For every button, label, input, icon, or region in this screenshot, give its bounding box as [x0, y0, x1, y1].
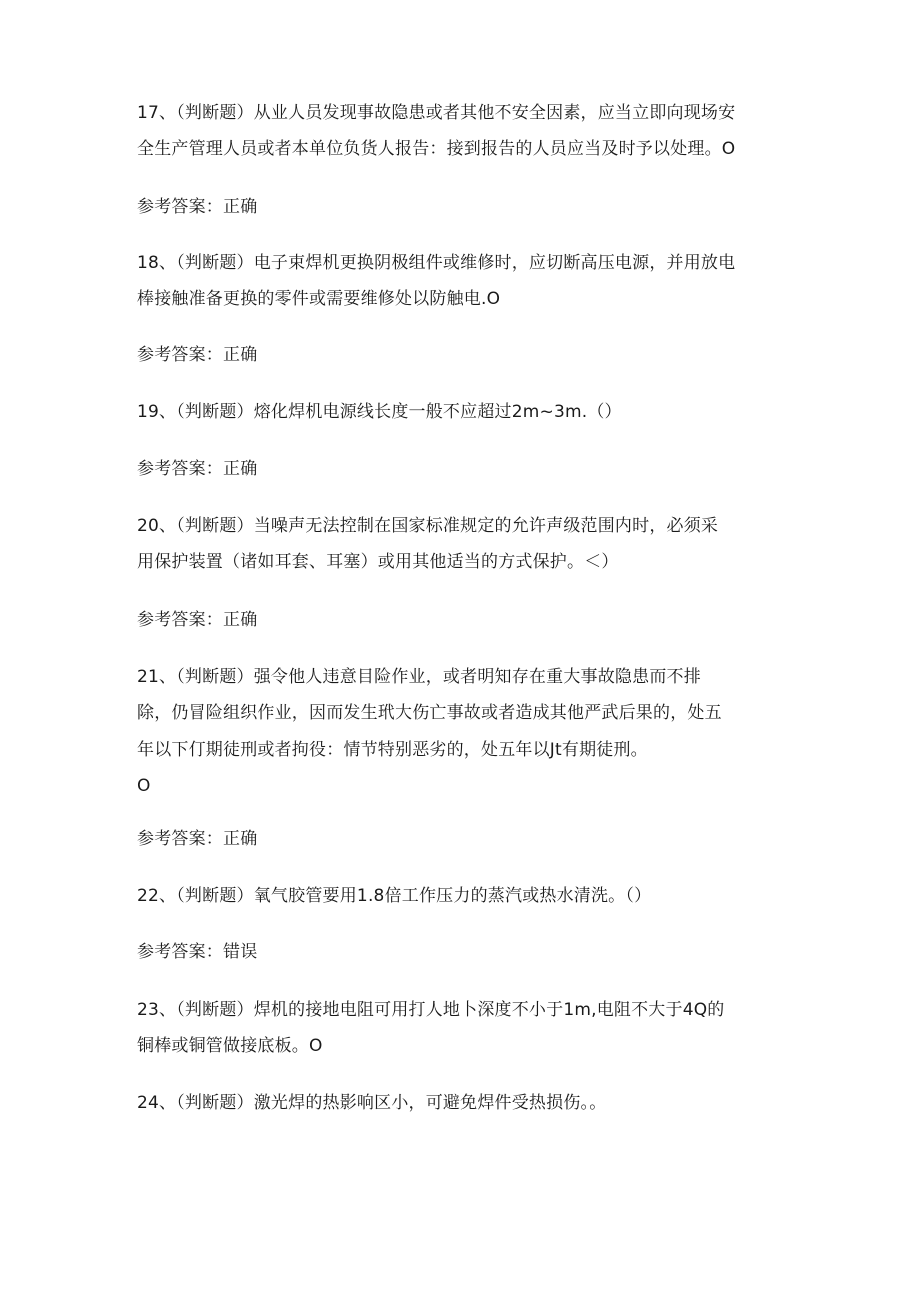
answer-20: 参考答案：正确 — [137, 610, 258, 630]
answer-18: 参考答案：正确 — [137, 345, 258, 365]
question-21-line-1: 21、（判断题）强令他人违意目险作业，或者明知存在重大事故隐患而不排 — [137, 667, 701, 687]
question-21-line-4: O — [137, 776, 151, 796]
question-18-line-1: 18、（判断题）电子束焊机更换阴极组件或维修时，应切断高压电源，并用放电 — [137, 253, 736, 273]
question-23-line-1: 23、（判断题）焊机的接地电阻可用打人地卜深度不小于1m,电阻不大于4Q的 — [137, 1000, 725, 1020]
question-21-line-3: 年以下仃期徒刑或者拘役：情节特别恶劣的，处五年以Jt有期徒刑。 — [137, 740, 648, 760]
question-22-line-1: 22、（判断题）氧气胶管要用1.8倍工作压力的蒸汽或热水清洗。（） — [137, 886, 652, 906]
question-19-line-1: 19、（判断题）熔化焊机电源线长度一般不应超过2m~3m.（） — [137, 402, 622, 422]
answer-19: 参考答案：正确 — [137, 459, 258, 479]
question-23-line-2: 铜棒或铜管做接底板。O — [137, 1036, 323, 1056]
question-21-line-2: 除，仍冒险组织作业，因而发生玳大伤亡事故或者造成其他严武后果的，处五 — [137, 703, 722, 723]
answer-17: 参考答案：正确 — [137, 197, 258, 217]
question-24-line-1: 24、（判断题）激光焊的热影响区小，可避免焊件受热损伤。。 — [137, 1093, 607, 1113]
answer-22: 参考答案：错误 — [137, 942, 258, 962]
question-20-line-2: 用保护装置（诸如耳套、耳塞）或用其他适当的方式保护。＜） — [137, 552, 619, 572]
answer-21: 参考答案：正确 — [137, 829, 258, 849]
question-17-line-1: 17、（判断题）从业人员发现事故隐患或者其他不安全因素，应当立即向现场安 — [137, 103, 736, 123]
question-20-line-1: 20、（判断题）当噪声无法控制在国家标准规定的允许声级范围内时，必须采 — [137, 516, 719, 536]
question-18-line-2: 棒接触准备更换的零件或需要维修处以防触电.O — [137, 289, 501, 309]
question-17-line-2: 全生产管理人员或者本单位负货人报告：接到报告的人员应当及时予以处理。O — [137, 139, 736, 159]
